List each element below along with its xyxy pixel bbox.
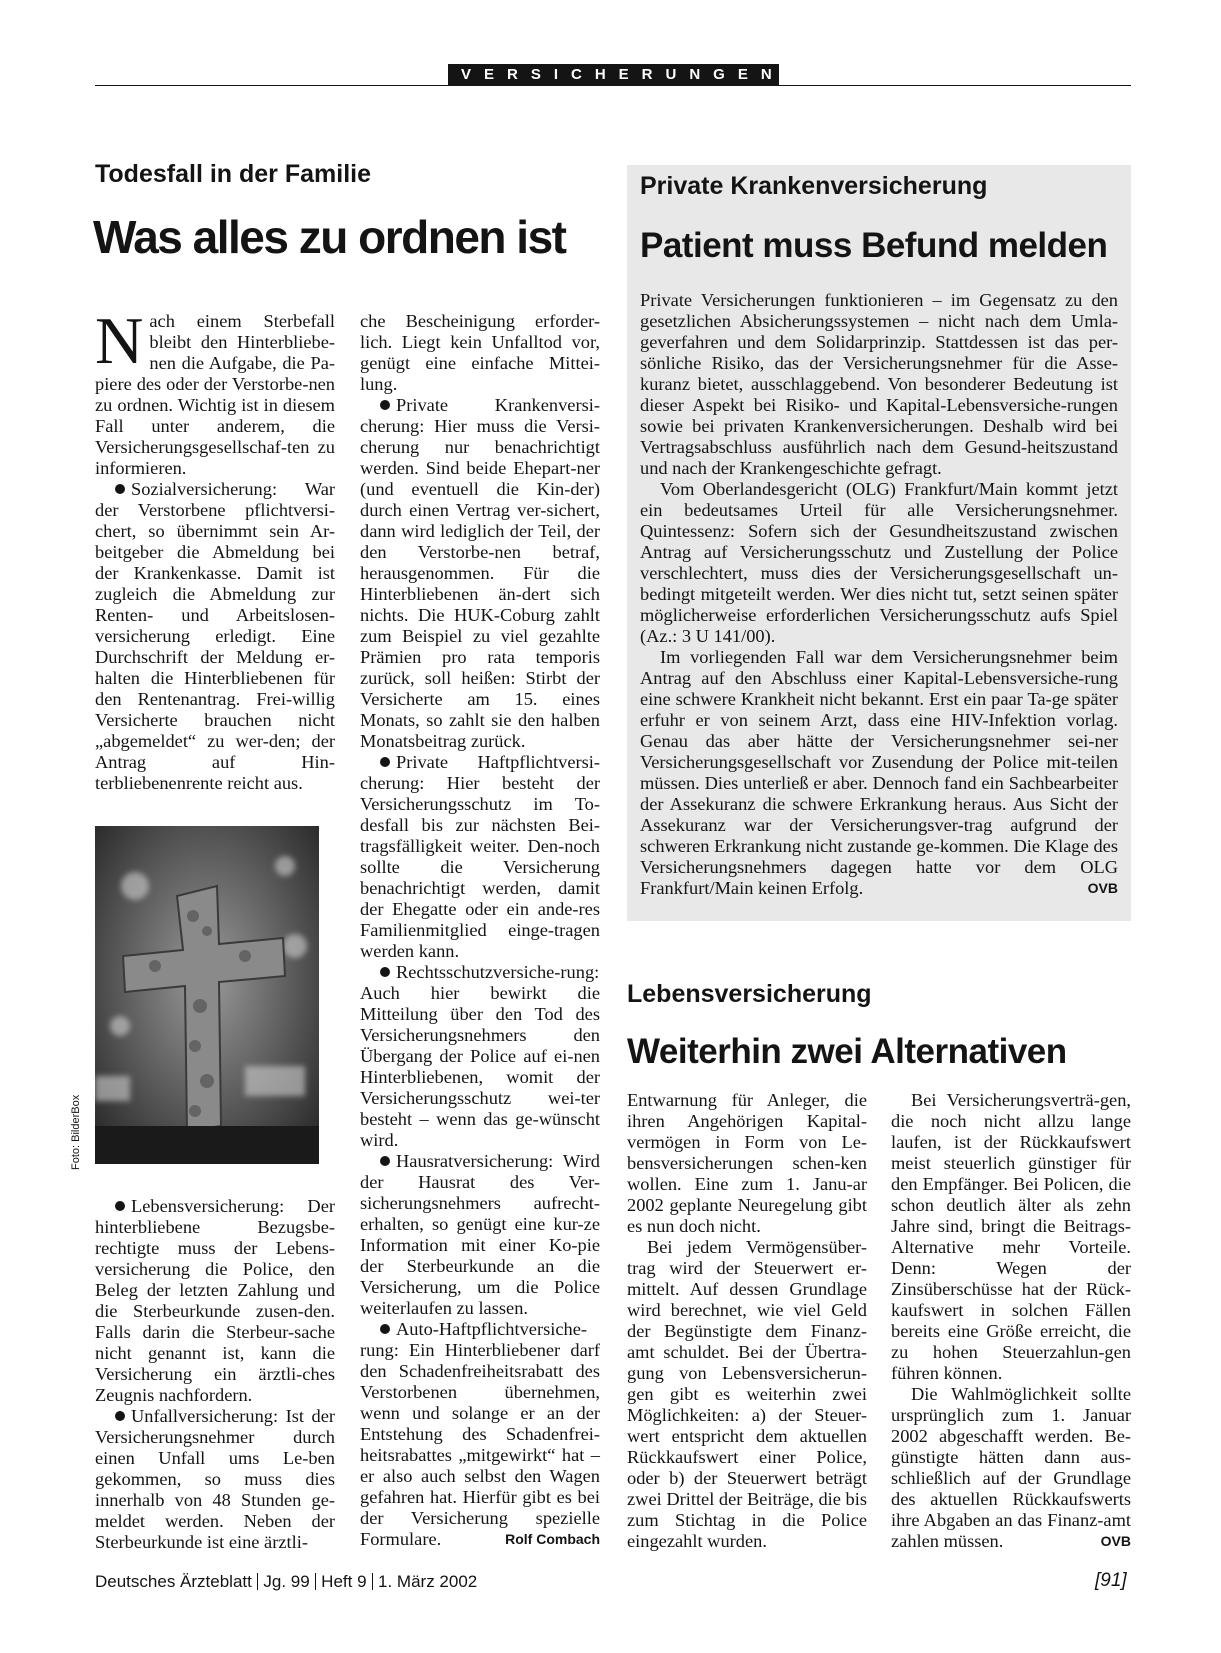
dropcap: N: [95, 304, 144, 378]
cemetery-cross-photo: [95, 826, 319, 1164]
article1-paragraph: Hausratversicherung: Wird der Hausrat des Ver-sicherungsnehmers aufrecht-erhalten, so genügt eine kur-ze Information mit einer Ko-pie der Sterbeurkunde an die Versicherung, um die Police weiterlaufen zu lassen.: [360, 1151, 600, 1318]
article3-column-2: [891, 1090, 1131, 1552]
header-rule: [95, 85, 1131, 86]
article2-kicker: Private Krankenversicherung: [640, 172, 988, 200]
article1-kicker: Todesfall in der Familie: [95, 160, 371, 188]
article3-column-1: [627, 1090, 867, 1552]
article1-column-2: [360, 311, 600, 1550]
article3-headline: Weiterhin zwei Alternativen: [627, 1032, 1067, 1071]
article3-signature: OVB: [1100, 1533, 1131, 1549]
footer-journal: Deutsches Ärzteblatt: [95, 1572, 252, 1591]
article3-paragraph: Bei jedem Vermögensüber-trag wird der Steuerwert er-mittelt. Auf dessen Grundlage wird berechnet, wie viel Geld der Begünstigte dem Finanz-amt schuldet. Bei der Übertra-gung von Lebensversicherun-gen gibt es weiterhin zwei Möglichkeiten: a) der Steuer-wert entspricht dem aktuellen Rückkaufswert einer Police, oder b) der Steuerwert beträgt zwei Drittel der Beiträge, die bis zum Stichtag in die Police eingezahlt wurden.: [627, 1237, 868, 1551]
footer-volume: Jg. 99: [263, 1572, 310, 1591]
article3-paragraph: Die Wahlmöglichkeit sollte ursprünglich zum 1. Januar 2002 abgeschafft werden. Be-günstigte hätten dann aus-schließlich auf der Grundlage des aktuellen Rückkaufswerts ihre Abgaben an das Finanz-amt zahlen müssen.: [891, 1384, 1131, 1551]
photo-credit: Foto: BilderBox: [70, 1094, 82, 1170]
article3-kicker: Lebensversicherung: [627, 980, 872, 1008]
bullet-icon: [115, 1411, 125, 1421]
article1-paragraph: Rechtsschutzversiche-rung: Auch hier bewirkt die Mitteilung über den Tod des Versicherungsnehmers den Übergang der Police auf ei-nen Hinterbliebenen, womit der Versicherungsschutz wei-ter besteht – wenn das ge-wünscht wird.: [360, 962, 600, 1150]
footer-separator: [315, 1573, 317, 1590]
bullet-icon: [380, 400, 390, 410]
article1-paragraph: Sozialversicherung: War der Verstorbene pflichtversi-chert, so übernimmt sein Ar-beitgeber die Abmeldung bei der Krankenkasse. Damit ist zugleich die Abmeldung zur Renten- und Arbeitslosen-versicherung erledigt. Eine Durchschrift der Meldung er-halten die Hinterbliebenen für den Rentenantrag. Frei-willig Versicherte brauchen nicht „abgemeldet“ zu wer-den; der Antrag auf Hin-terbliebenenrente reicht aus.: [95, 479, 335, 793]
page-number: [91]: [1095, 1570, 1127, 1591]
article1-paragraph: Private Haftpflichtversi-cherung: Hier besteht der Versicherungsschutz im To-desfall bis zur nächsten Bei-tragsfälligkeit weiter. Den-noch sollte die Versicherung benachrichtigt werden, damit der Ehegatte oder ein ande-res Familienmitglied einge-tragen werden kann.: [360, 752, 600, 961]
section-header: VERSICHERUNGEN: [448, 64, 779, 85]
article1-paragraph: Auto-Haftpflichtversiche-rung: Ein Hinterbliebener darf den Schadenfreiheitsrabatt des Verstorbenen übernehmen, wenn und solange er an der Entstehung des Schadenfrei-heitsrabattes „mitgewirkt“ hat – er also auch selbst den Wagen gefahren hat. Hierfür gibt es bei der Versicherung spezielle Formulare.: [360, 1319, 600, 1549]
article1-column-1: [95, 304, 335, 794]
article2-headline: Patient muss Befund melden: [640, 226, 1108, 265]
article1-headline: Was alles zu ordnen ist: [93, 211, 566, 263]
article2-paragraph: Vom Oberlandesgericht (OLG) Frankfurt/Main kommt jetzt ein bedeutsames Urteil für alle Versicherungsnehmer. Quintessenz: Sofern sich der Gesundheitszustand zwischen Antrag auf Versicherungsschutz und Zustellung der Police verschlechtert, muss dies der Versicherungsgesellschaft un-bedingt mitgeteilt werden. Wer dies nicht tut, setzt seinen später möglicherweise erforderlichen Versicherungsschutz aufs Spiel (Az.: 3 U 141/00).: [640, 479, 1118, 646]
article1-column-1-bottom: [95, 1196, 335, 1553]
article2-signature: OVB: [1087, 880, 1118, 896]
article2-paragraph: Private Versicherungen funktionieren – im Gegensatz zu den gesetzlichen Absicherungssystemen – nicht nach dem Umla-geverfahren und dem Solidarprinzip. Stattdessen ist das per-sönliche Risiko, das der Versicherungsnehmer für die Asse-kuranz bietet, ausschlaggebend. Von besonderer Bedeutung ist dieser Aspekt bei Risiko- und Kapital-Lebensversiche-rungen sowie bei privaten Krankenversicherungen. Deshalb wird bei Vertragsabschluss ausführlich nach dem Gesund-heitszustand und nach der Krankengeschichte gefragt.: [640, 290, 1118, 478]
article2-paragraph: Im vorliegenden Fall war dem Versicherungsnehmer beim Antrag auf den Abschluss einer Kapital-Lebensversiche-rung eine schwere Krankheit nicht bekannt. Erst ein paar Ta-ge später erfuhr er von seinem Arzt, dass eine HIV-Infektion vorlag. Genau das aber hätte der Versicherungsnehmer sei-ner Versicherungsgesellschaft vor Zusendung der Police mit-teilen müssen. Dies unterließ er aber. Dennoch fand ein Sachbearbeiter der Assekuranz die schwere Erkrankung heraus. Aus Sicht der Assekuranz war der Versicherungsver-trag aufgrund der schweren Erkrankung nicht zustande ge-kommen. Die Klage des Versicherungsnehmers dagegen hatte vor dem OLG Frankfurt/Main keinen Erfolg.: [640, 647, 1118, 898]
footer-separator: [372, 1573, 374, 1590]
footer-issue: Heft 9: [321, 1572, 367, 1591]
footer-date: 1. März 2002: [378, 1572, 478, 1591]
article1-paragraph: che Bescheinigung erforder-lich. Liegt kein Unfalltod vor, genügt eine einfache Mittei-lung.: [360, 311, 600, 394]
article1-paragraph: Private Krankenversi-cherung: Hier muss die Versi-cherung nur benachrichtigt werden. Sind beide Ehepart-ner (und eventuell die Kin-der) durch einen Vertrag ver-sichert, dann wird lediglich der Teil, der den Verstorbe-nen betraf, herausgenommen. Für die Hinterbliebenen än-dert sich nichts. Die HUK-Coburg zahlt zum Beispiel zu viel gezahlte Prämien pro rata temporis zurück, soll heißen: Stirbt der Versicherte am 15. eines Monats, so zahlt sie den halben Monatsbeitrag zurück.: [360, 395, 600, 751]
bullet-icon: [115, 484, 125, 494]
article1-author: Rolf Combach: [505, 1531, 600, 1547]
article1-paragraph: Lebensversicherung: Der hinterbliebene Bezugsbe-rechtigte muss der Lebens-versicherung die Police, den Beleg der letzten Zahlung und die Sterbeurkunde zusen-den. Falls darin die Sterbeur-sache nicht genannt ist, kann die Versicherung ein ärztli-ches Zeugnis nachfordern.: [95, 1196, 335, 1405]
article3-paragraph: Bei Versicherungsverträ-gen, die noch nicht allzu lange laufen, ist der Rückkaufswert meist steuerlich günstiger für den Empfänger. Bei Policen, die schon deutlich älter als zehn Jahre sind, bringt die Beitrags-Alternative mehr Vorteile. Denn: Wegen der Zinsüberschüsse hat der Rück-kaufswert in solchen Fällen bereits eine Größe erreicht, die zu hohen Steuerzahlun-gen führen können.: [891, 1090, 1131, 1383]
bullet-icon: [380, 757, 390, 767]
bullet-icon: [380, 967, 390, 977]
bullet-icon: [115, 1201, 125, 1211]
article1-paragraph: Unfallversicherung: Ist der Versicherungsnehmer durch einen Unfall ums Le-ben gekommen, so muss dies innerhalb von 48 Stunden ge-meldet werden. Neben der Sterbeurkunde ist eine ärztli-: [95, 1406, 335, 1552]
footer: [95, 1572, 477, 1592]
article3-paragraph: Entwarnung für Anleger, die ihren Angehörigen Kapital-vermögen in Form von Le-bensversicherungen schen-ken wollen. Eine zum 1. Janu-ar 2002 geplante Neuregelung gibt es nun doch nicht.: [627, 1090, 867, 1236]
article1-intro: ach einem Sterbefall bleibt den Hinterbliebe-nen die Aufgabe, die Pa-piere des oder der Verstorbe-nen zu ordnen. Wichtig ist in diesem Fall unter anderem, die Versicherungsgesellschaf-ten zu informieren.: [95, 311, 335, 478]
article2-body: [640, 290, 1118, 899]
bullet-icon: [380, 1156, 390, 1166]
bullet-icon: [380, 1324, 390, 1334]
footer-separator: [257, 1573, 259, 1590]
